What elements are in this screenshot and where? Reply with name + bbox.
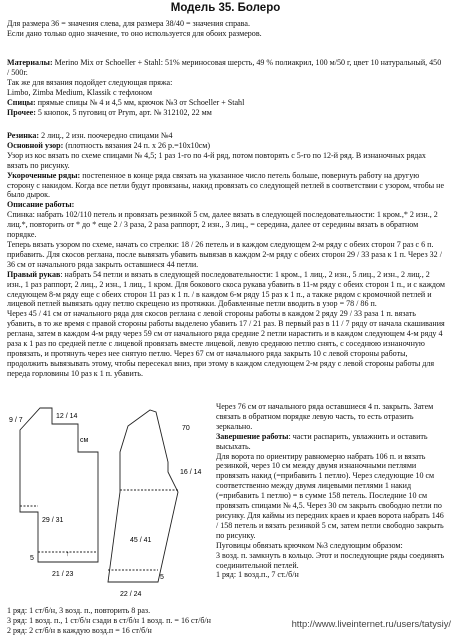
crochet-row-line: 1 ряд: 1 ст/б/н, 3 возд. п., повторить 8 раз. [7,606,151,615]
paragraph-text: Теперь вязать узором по схеме, начать со стрелки: 18 / 26 петель и в каждом следующем 2-м ряду с обеих сторон 7 раз с 6 п. прибавить. Для скосов реглана, после вывязать убавить вывязав в каждом 2-м ряду с обеих сторон 29 / 33 раза к 1 п. Через 32 / 36 см от начального ряда закрыть оставшиеся 44 петли. [7,239,442,269]
paragraph-text: 2 лиц., 2 изн. поочередно спицами №4 [39,131,173,140]
run-in-heading: Правый рукав [7,269,61,279]
paragraph-text: Так же для вязания подойдет следующая пряжа: [7,77,173,87]
paragraph [7,131,445,141]
paragraph-text: (плотность вязания 24 п. х 26 р.=10х10см) [63,140,211,150]
paragraph-text: Для ворота по ориентиру равномерно набрать 106 п. и вязать резинкой, через 10 см между двумя изнаночными петлями провязать накид (=прибавить 1 петлю). Через следующие 10 см соответственно между двумя лицевыми петлями 1 накид (=прибавить 1 петлю) = в сумме 158 петель. Последние 10 см провязать спицами № 4,5. Через 30 см закрыть свободно петли по рисунку. Для каймы из передних краев и краев ворота набрать 146 / 158 петель и вязать резинкой 5 см, затем петли свободно закрыть по рисунку. [216,451,444,540]
label-arrow: ↑ [66,551,70,558]
paragraph-text: 3 возд. п. замкнуть в кольцо. Этот и последующие ряды соединять соединительной петлей. [216,550,445,570]
run-in-heading: Прочее: [7,107,36,117]
run-in-heading: Основной узор: [7,140,64,150]
paragraph-text: Узор из кос вязать по схеме спицами № 4,5; 1 раз 1-го по 4-й ряд, потом повторять с 5-го по 12-й ряд. В изнаночных рядах вязать по рисунку. [7,150,426,170]
run-in-heading: Укороченные ряды: [7,170,81,180]
paragraph [7,141,445,151]
label-left-5: 5 [30,555,34,562]
label-left-sm: см [80,437,89,444]
paragraph [7,58,445,78]
paragraph-text: постепенное в конце ряда связать на указанное число петель больше, повернуть работу на другую сторону с накидом. Когда все петли будут провязаны, накид провязать со следующей петлей в соответствии с узором, чтобы не было дырок. [7,170,445,200]
crochet-row-line: 2 ряд: 2 ст/б/н в каждую возд.п = 16 ст/б/н [7,625,152,635]
instructions-section [7,131,445,379]
back-piece-diagram [20,408,98,562]
paragraph [7,309,445,378]
label-left-21-23: 21 / 23 [52,571,74,578]
finishing-section [216,402,448,580]
paragraph [7,108,445,118]
paragraph [7,210,445,240]
paragraph-text: : набрать 54 петли и вязать в следующей последовательности: 1 кром., 1 лиц., 2 изн., 5 лиц., 2 изн., 2 лиц., 2 изн., 1 раз раппорт, 2 лиц., 2 изн., 1 лиц., 1 кром. Для бокового скоса рукава убавить в 11-м ряду с обеих сторон 1 п., и с каждом следующем 8-м ряду еще с обеих сторон 11 раз к 1 п. / в каждом 6-м ряду 15 раз к 1 п., а также рядом с кромочной петлей и лицевой петлей вывязать одну петлю скрещено из протяжки. Добавленные петли вводить в узор = 78 / 86 п. [7,269,445,309]
label-right-5: 5 [160,574,164,581]
size-intro [7,19,445,39]
paragraph-text: 5 кнопок, 5 пуговиц от Prym, арт. № 312102, 22 мм [35,107,212,117]
sleeve-piece-diagram [108,410,178,582]
paragraph-text: Через 45 / 41 см от начального ряда для скосов реглана с левой стороны работы в каждом 2 ряду 29 / 33 раза 1 п. вязать убавить, в то же время с правой стороны работы выделено убавить 17 / 21 раз. В первый раз в 11 / 7 ряду от начала скашивания реглана, затем в каждом 4-м ряду через 59 см от начального ряда средние 2 петли нарастить и в каждом следующем 4-м ряду 4 раза к 1 раз по средней петле с лицевой провязать вместе лицевой, левую среднюю петлю снять, с соседнюю изнаночную провязать, и протянуть через нее снятую петлю. Через 67 см от начального ряда закрыть 10 с левой стороны работы, продолжить вывязывать этому, чтобы пересекал вниз, при этому в каждом следующем 2-м ряду с левой стороны работы для переда горловины 10 раз к 1 п. убавить. [7,309,445,378]
paragraph [216,402,448,432]
crochet-row-line: 3 ряд: 1 возд. п., 1 ст/б/н сзади в ст/б/н 1 возд. п. = 16 ст/б/н [7,615,211,625]
paragraph [7,98,445,108]
materials-section [7,58,445,117]
paragraph [7,151,445,171]
label-left-12-14: 12 / 14 [56,413,78,420]
paragraph [7,200,445,210]
paragraph [216,541,448,551]
paragraph [216,432,448,452]
label-right-22-24: 22 / 24 [120,591,142,598]
page-title: Модель 35. Болеро [170,2,281,14]
label-left-29-31: 29 / 31 [42,517,64,524]
paragraph [216,452,448,541]
paragraph-text: Merino Mix от Schoeller + Stahl: 51% мериносовая шерсть, 49 % полиакрил, 100 м/50 г, цвет 10 натуральный, 450 / 500г. [7,58,442,77]
paragraph-text: 1 ряд: 1 возд.п., 7 ст./б/н [216,570,299,580]
run-in-heading: Описание работы: [7,200,75,210]
run-in-heading: Резинка: [7,131,40,140]
run-in-heading: Завершение работы [216,431,289,441]
paragraph-text: Пуговицы обвязать крючком №3 следующим образом: [216,540,403,550]
label-right-45-41: 45 / 41 [130,537,152,544]
paragraph-text: Limbo, Zimba Medium, Klassik с тефлоном [7,87,153,97]
run-in-heading: Материалы: [7,58,53,67]
label-left-top-width: 9 / 7 [9,417,23,424]
paragraph [216,551,448,571]
source-watermark: http://www.liveinternet.ru/users/tatysiy/ [291,618,451,629]
paragraph-text: Через 76 см от начального ряда оставшиеся 4 п. закрыть. Затем связать в обратном порядке левую часть, то есть отразить зеркально. [216,402,434,431]
label-right-16-14: 16 / 14 [180,469,202,476]
paragraph-text: : части распарить, увлажнить и оставить высыхать. [216,431,428,451]
bolero-schematic [8,402,210,600]
paragraph [7,171,445,201]
paragraph [7,88,445,98]
label-right-70: 70 [182,425,190,432]
paragraph [7,240,445,270]
intro-line: Для размера 36 = значения слева, для размера 38/40 = значения справа. [7,19,250,28]
run-in-heading: Спицы: [7,97,36,107]
paragraph [7,78,445,88]
paragraph-text: прямые спицы № 4 и 4,5 мм, крючок №3 от Schoeller + Stahl [35,97,245,107]
paragraph [216,570,448,580]
paragraph-text: Спинка: набрать 102/110 петель и провязать резинкой 5 см, далее вязать в следующей последовательности: 1 кром.,* 2 изн., 2 лиц.*, повторить от * до * еще 2 / 3 раза, 2 раза раппорт, 2 изн., 3 лиц., = середина, далее от середины вязать в обратном порядке. [7,210,438,240]
intro-line: Если дано только одно значение, то оно используется для обоих размеров. [7,28,262,38]
paragraph [7,270,445,310]
